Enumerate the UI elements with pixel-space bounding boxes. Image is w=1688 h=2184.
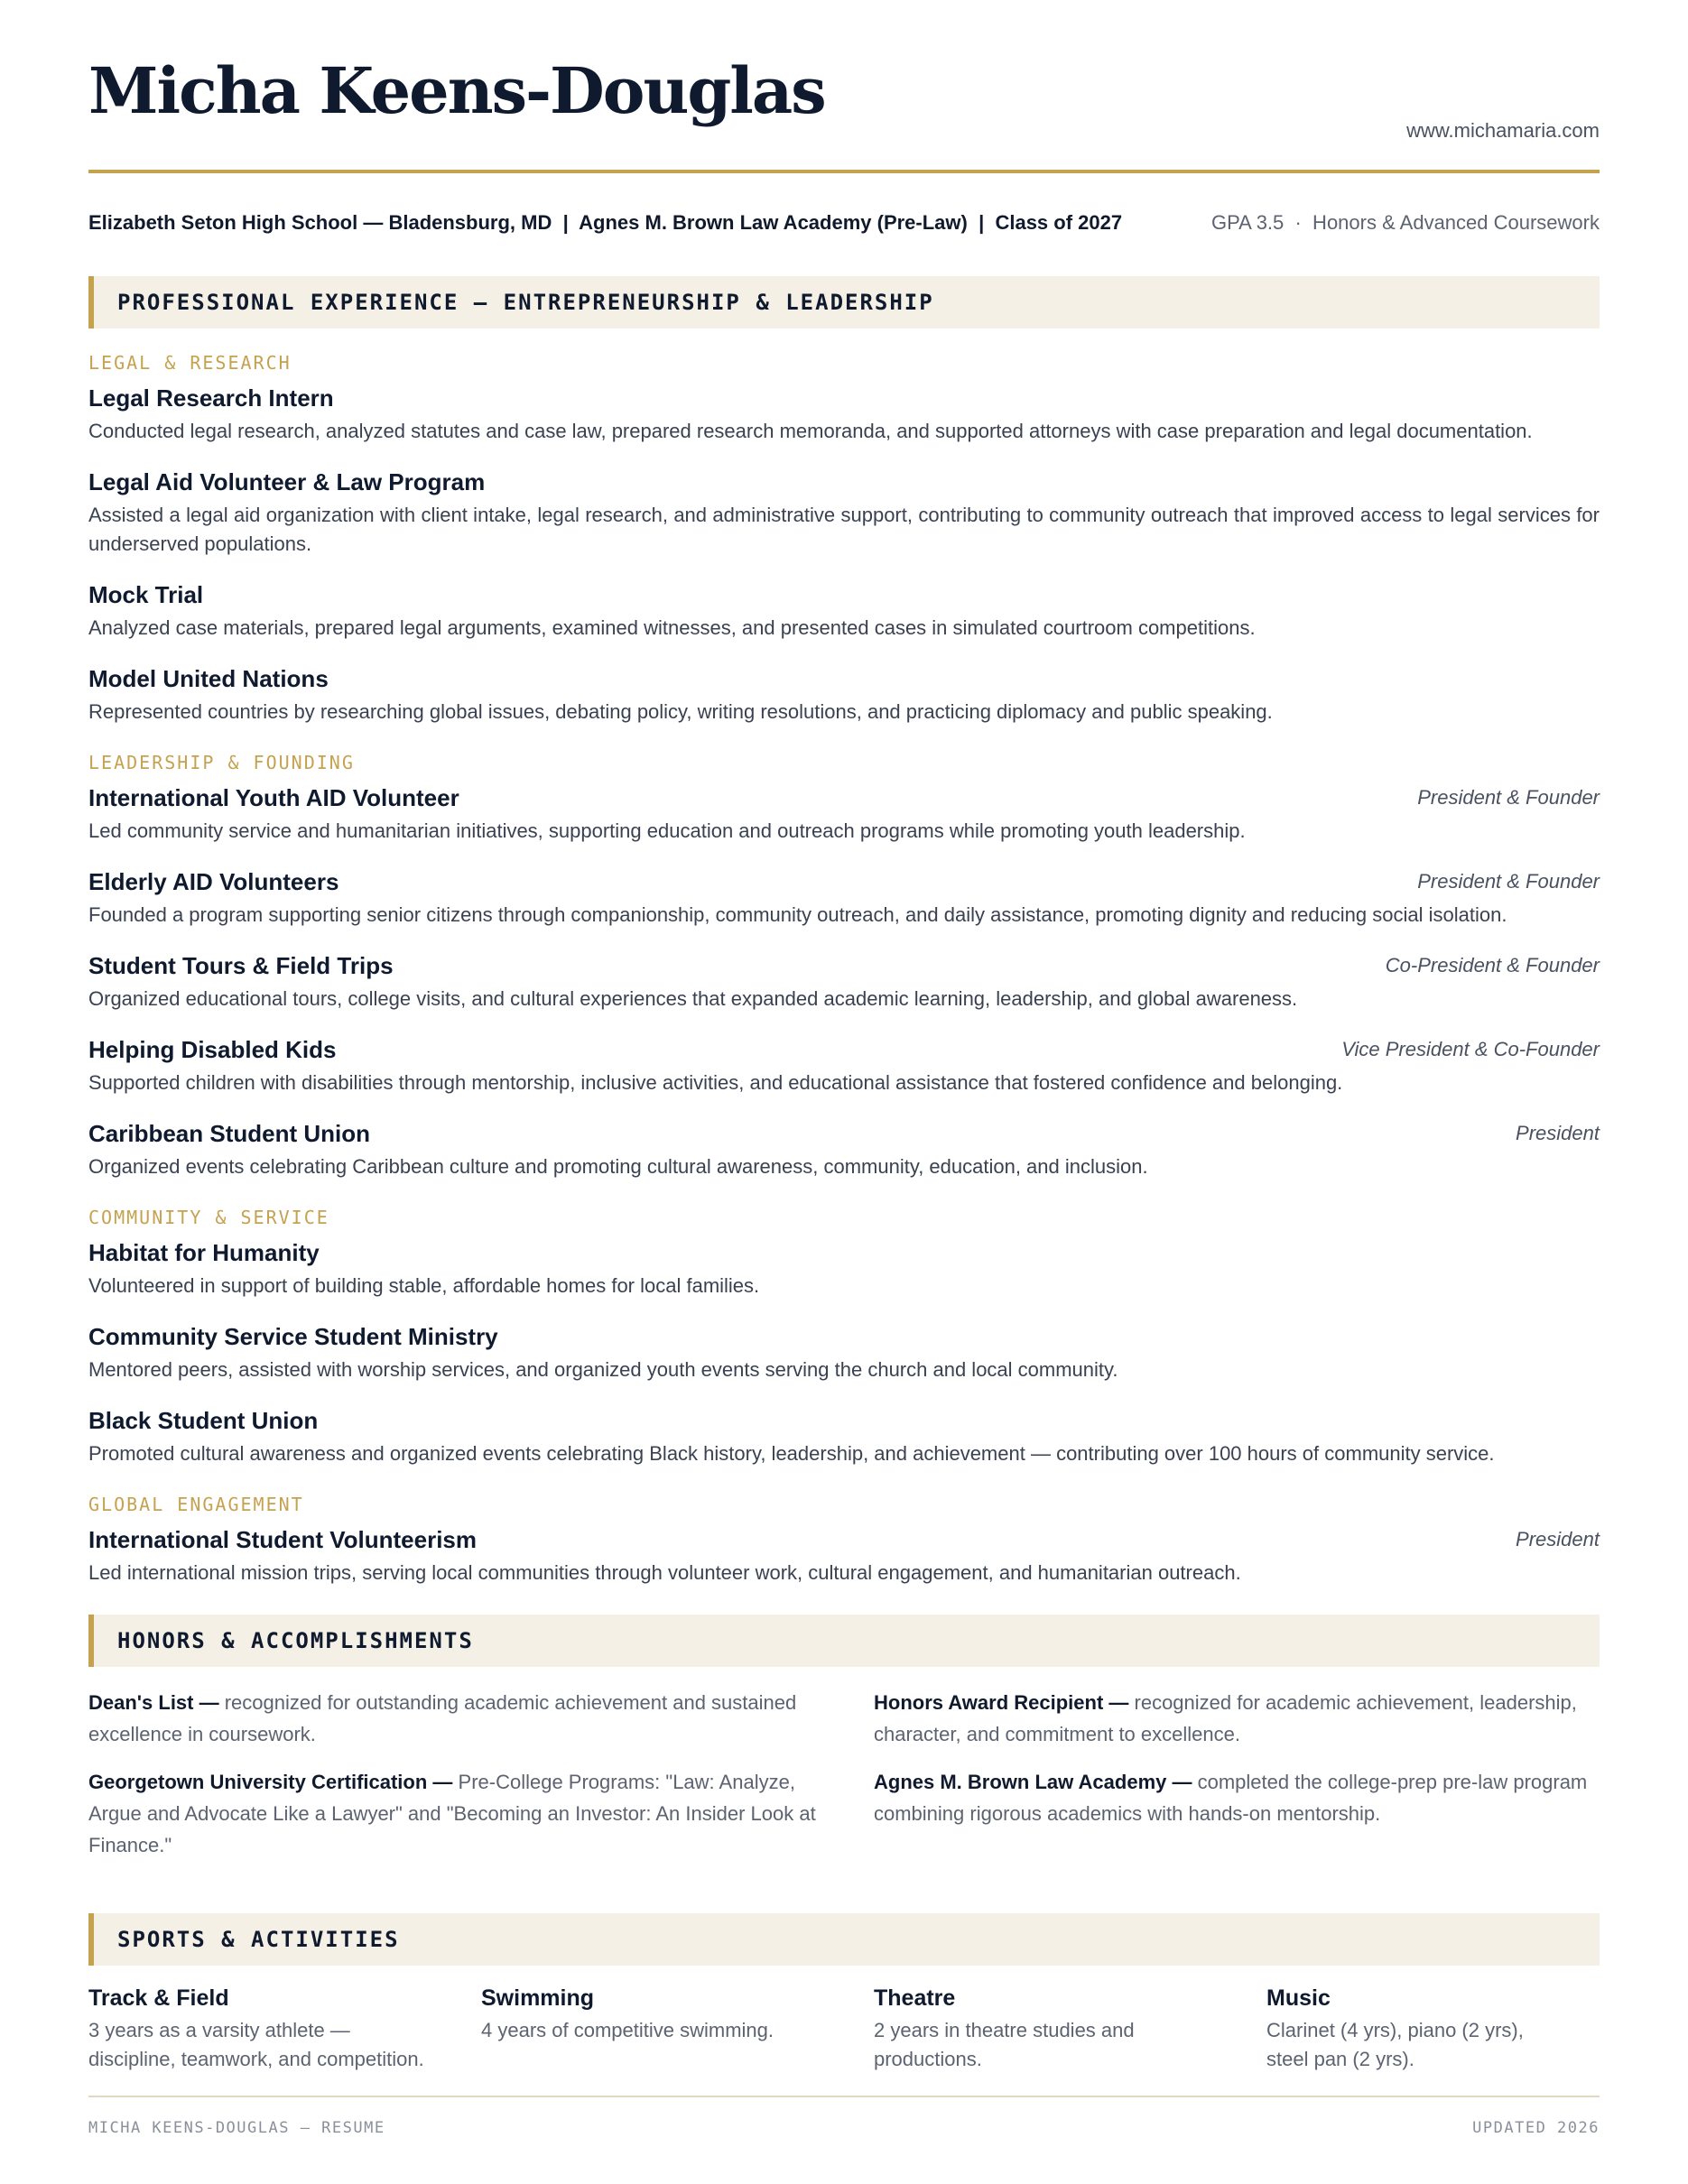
entry-title: Helping Disabled Kids <box>88 1036 337 1063</box>
experience-entry <box>88 950 1600 1013</box>
activity-item <box>481 1984 874 2074</box>
entry-description: Volunteered in support of building stable, affordable homes for local families. <box>88 1274 760 1297</box>
entry-title: Black Student Union <box>88 1407 319 1434</box>
entry-role: President & Founder <box>1417 870 1600 893</box>
section-header-honors <box>88 1615 1600 1667</box>
resume-header <box>88 0 1600 173</box>
entry-title: International Youth AID Volunteer <box>88 784 459 811</box>
section-header-sports <box>88 1913 1600 1966</box>
subsection-label: LEADERSHIP & FOUNDING <box>88 752 355 773</box>
activity-title: Music <box>1266 1985 1331 2011</box>
entry-title: Community Service Student Ministry <box>88 1323 498 1350</box>
entry-title: Student Tours & Field Trips <box>88 952 394 979</box>
experience-entry <box>88 1405 1600 1468</box>
entry-description: Led community service and humanitarian initiatives, supporting education and outreach programs while promoting youth leadership. <box>88 819 1246 842</box>
website-link[interactable]: www.michamaria.com <box>1406 119 1600 142</box>
experience-list <box>88 352 1600 1587</box>
honor-title: Agnes M. Brown Law Academy — <box>874 1771 1192 1793</box>
education-line <box>88 173 1600 276</box>
entry-title: Caribbean Student Union <box>88 1120 370 1147</box>
honor-item <box>874 1766 1600 1861</box>
honor-title: Honors Award Recipient — <box>874 1691 1129 1714</box>
subsection-label: COMMUNITY & SERVICE <box>88 1207 329 1228</box>
activity-item <box>874 1984 1266 2074</box>
experience-entry <box>88 383 1600 446</box>
gpa-info: GPA 3.5 · Honors & Advanced Coursework <box>1210 211 1600 234</box>
section-title: PROFESSIONAL EXPERIENCE — ENTREPRENEURSHIP & LEADERSHIP <box>117 290 934 315</box>
experience-entry <box>88 1321 1600 1384</box>
experience-entry <box>88 1118 1600 1181</box>
candidate-name: Micha Keens-Douglas <box>88 53 825 128</box>
entry-description: Organized events celebrating Caribbean culture and promoting cultural awareness, community, education, and inclusion. <box>88 1155 1148 1178</box>
resume-page <box>88 0 1600 2137</box>
footer-left-text: MICHA KEENS-DOUGLAS — RESUME <box>88 2119 385 2137</box>
subsection-label: LEGAL & RESEARCH <box>88 352 292 374</box>
activity-description: 2 years in theatre studies and productions. <box>874 2019 1135 2070</box>
activity-title: Track & Field <box>88 1985 229 2011</box>
entry-role: President <box>1516 1122 1600 1144</box>
honor-title: Georgetown University Certification — <box>88 1771 453 1793</box>
entry-description: Promoted cultural awareness and organized events celebrating Black history, leadership, and achievement — contributing over 100 hours of community service. <box>88 1442 1495 1465</box>
footer-right-text: UPDATED 2026 <box>1472 2119 1600 2137</box>
experience-entry <box>88 467 1600 559</box>
honor-item <box>874 1687 1600 1750</box>
honor-description: recognized for academic achievement, leadership, character, and commitment to excellence. <box>874 1691 1577 1745</box>
activity-title: Theatre <box>874 1985 956 2011</box>
entry-title: Legal Research Intern <box>88 384 334 412</box>
experience-entry <box>88 866 1600 930</box>
activity-description: 3 years as a varsity athlete — discipline, teamwork, and competition. <box>88 2019 424 2070</box>
entry-title: International Student Volunteerism <box>88 1526 478 1553</box>
activity-item <box>88 1984 481 2074</box>
honor-title: Dean's List — <box>88 1691 219 1714</box>
entry-role: Vice President & Co-Founder <box>1341 1038 1600 1060</box>
activity-description: 4 years of competitive swimming. <box>481 2019 774 2041</box>
entry-description: Represented countries by researching global issues, debating policy, writing resolutions, and practicing diplomacy and public speaking. <box>88 700 1273 723</box>
experience-entry <box>88 1034 1600 1097</box>
experience-entry <box>88 1237 1600 1300</box>
entry-description: Supported children with disabilities through mentorship, inclusive activities, and educational assistance that fostered confidence and belonging. <box>88 1071 1343 1094</box>
section-title: HONORS & ACCOMPLISHMENTS <box>117 1628 474 1653</box>
experience-entry <box>88 663 1600 726</box>
honor-item <box>88 1766 874 1861</box>
entry-description: Organized educational tours, college visits, and cultural experiences that expanded academic learning, leadership, and global awareness. <box>88 987 1298 1010</box>
activity-item <box>1266 1984 1600 2074</box>
entry-description: Assisted a legal aid organization with client intake, legal research, and administrative support, contributing to community outreach that improved access to legal services for underserved populations. <box>88 504 1600 555</box>
school-info: Elizabeth Seton High School — Bladensburg, MD | Agnes M. Brown Law Academy (Pre-Law) | Class of 2027 <box>88 211 1123 234</box>
entry-description: Led international mission trips, serving local communities through volunteer work, cultural engagement, and humanitarian outreach. <box>88 1561 1241 1584</box>
experience-entry <box>88 782 1600 846</box>
entry-description: Conducted legal research, analyzed statutes and case law, prepared research memoranda, and supported attorneys with case preparation and legal documentation. <box>88 420 1533 442</box>
honor-description: completed the college-prep pre-law program combining rigorous academics with hands-on mentorship. <box>874 1771 1588 1825</box>
entry-role: Co-President & Founder <box>1385 954 1600 976</box>
subsection-label: GLOBAL ENGAGEMENT <box>88 1494 304 1515</box>
section-title: SPORTS & ACTIVITIES <box>117 1927 400 1952</box>
section-header-experience <box>88 276 1600 329</box>
entry-description: Mentored peers, assisted with worship services, and organized youth events serving the church and local community. <box>88 1358 1118 1381</box>
honor-item <box>88 1687 874 1750</box>
entry-title: Model United Nations <box>88 665 329 692</box>
entry-description: Founded a program supporting senior citizens through companionship, community outreach, and daily assistance, promoting dignity and reducing social isolation. <box>88 903 1507 926</box>
honors-list <box>88 1687 1600 1877</box>
entry-description: Analyzed case materials, prepared legal arguments, examined witnesses, and presented cases in simulated courtroom competitions. <box>88 616 1256 639</box>
experience-entry <box>88 1524 1600 1587</box>
entry-title: Mock Trial <box>88 581 204 608</box>
activity-title: Swimming <box>481 1985 595 2011</box>
entry-role: President <box>1516 1528 1600 1550</box>
honor-description: recognized for outstanding academic achievement and sustained excellence in coursework. <box>88 1691 797 1745</box>
entry-role: President & Founder <box>1417 786 1600 809</box>
entry-title: Habitat for Humanity <box>88 1239 320 1266</box>
experience-entry <box>88 579 1600 643</box>
activity-description: Clarinet (4 yrs), piano (2 yrs), steel pan (2 yrs). <box>1266 2019 1524 2070</box>
entry-title: Elderly AID Volunteers <box>88 868 339 895</box>
honor-description: Pre-College Programs: "Law: Analyze, Argue and Advocate Like a Lawyer" and "Becoming an Investor: An Insider Look at Finance." <box>88 1771 816 1856</box>
entry-title: Legal Aid Volunteer & Law Program <box>88 468 486 495</box>
footer-divider <box>88 2096 1600 2097</box>
sports-list <box>88 1984 1600 2074</box>
